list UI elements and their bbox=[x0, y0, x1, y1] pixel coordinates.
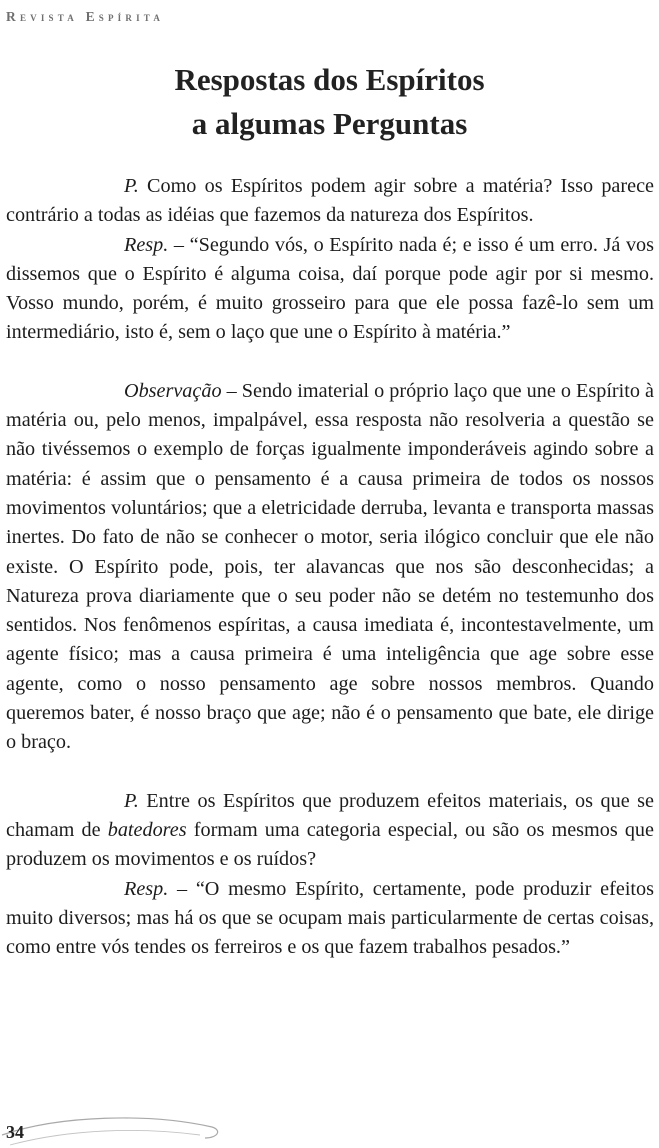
answer-1 bbox=[6, 231, 654, 348]
article-title bbox=[0, 58, 659, 146]
term-batedores: batedores bbox=[107, 818, 187, 841]
observation-label: Observação bbox=[124, 379, 222, 402]
title-line-1: Respostas dos Espíritos bbox=[174, 62, 485, 97]
answer-label: Resp. bbox=[124, 877, 169, 900]
answer-label: Resp. bbox=[124, 233, 169, 256]
question-1 bbox=[6, 172, 654, 231]
question-label: P. bbox=[124, 175, 139, 197]
observation bbox=[6, 377, 654, 758]
question-label: P. bbox=[124, 789, 139, 812]
title-line-2: a algumas Perguntas bbox=[191, 106, 468, 141]
question-text: Como os Espíritos podem agir sobre a matéria? Isso parece contrário a todas as idéias que fazemos da natureza dos Espíritos. bbox=[6, 175, 654, 227]
running-head: Revista Espírita bbox=[6, 9, 165, 24]
decorative-swash-icon bbox=[0, 1105, 240, 1148]
question-2 bbox=[6, 787, 654, 875]
answer-text: – “O mesmo Espírito, certamente, pode produzir efeitos muito diversos; mas há os que se ocupam mais particularmente de certas coisas, como entre vós tendes os ferreiros e os que fazem trabalhos pesados.” bbox=[6, 877, 654, 959]
question-text-b: formam uma categoria especial, ou são os mesmos que produzem os movimentos e os ruídos? bbox=[6, 818, 654, 871]
article-body bbox=[6, 172, 654, 962]
answer-text: – “Segundo vós, o Espírito nada é; e isso é um erro. Já vos dissemos que o Espírito é alguma coisa, daí porque pode agir por si mesmo. Vosso mundo, porém, é muito grosseiro para que ele possa fazê-lo sem um intermediário, isto é, sem o laço que une o Espírito à matéria.” bbox=[6, 233, 654, 344]
page-number: 34 bbox=[6, 1122, 24, 1142]
observation-text: – Sendo imaterial o próprio laço que une o Espírito à matéria ou, pelo menos, impalpável, essa resposta não resolveria a questão se não tivéssemos o exemplo de forças igualmente imponderáveis agindo sobre a matéria: é assim que o pensamento é a causa primeira de todos os nossos movimentos voluntários; que a eletricidade derruba, levanta e transporta massas inertes. Do fato de não se conhecer o motor, seria ilógico concluir que ele não existe. O Espírito pode, pois, ter alavancas que nos são desconhecidas; a Natureza prova diariamente que o seu poder não se detém no testemunho dos sentidos. Nos fenômenos espíritas, a causa imediata é, incontestavelmente, um agente físico; mas a causa primeira é uma inteligência que age sobre esse agente, como o nosso pensamento age sobre nossos membros. Quando queremos bater, é nosso braço que age; não é o pensamento que bate, ele dirige o braço. bbox=[6, 379, 654, 754]
question-text-a: Entre os Espíritos que produzem efeitos materiais, os que se chamam de bbox=[6, 789, 654, 841]
answer-2 bbox=[6, 875, 654, 963]
